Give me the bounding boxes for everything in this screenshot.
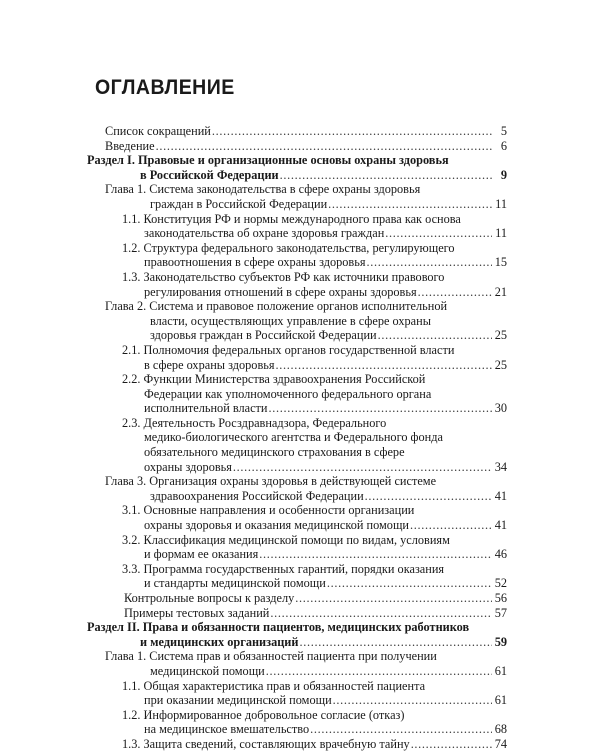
page-number: 34 [494,459,507,474]
dot-leader [310,722,492,737]
toc-entry-text: здоровья граждан в Российской Федерации [150,328,377,343]
toc-entry-text: регулирования отношений в сфере охраны здоровья [144,284,417,299]
dot-leader [333,693,492,708]
page-number: 25 [494,357,507,372]
page-number: 11 [495,196,507,211]
toc-entry-text: 1.2. Информированное добровольное согласие (отказ) [122,707,405,722]
dot-leader [295,591,492,606]
toc-entry [0,708,600,737]
dot-leader [328,197,492,212]
page-number: 61 [494,663,507,678]
toc-entry-text: Контрольные вопросы к разделу [124,591,295,605]
page-number: 41 [494,518,507,533]
toc-entry [0,679,600,708]
toc-entry-text: 3.3. Программа государственных гарантий, порядки оказания [122,561,445,576]
toc-entry-text: и стандарты медицинской помощи [144,576,326,591]
toc-entry [0,591,600,606]
toc-entry [0,270,600,299]
dot-leader [385,226,492,241]
page-number: 15 [494,255,507,270]
toc-entry-text: Федерации как уполномоченного федерального органа [144,386,432,401]
toc-entry [0,503,600,532]
dot-leader [418,285,492,300]
dot-leader [299,635,492,650]
toc-entry-text: 1.3. Защита сведений, составляющих врачебную тайну [122,736,410,751]
page-number: 9 [500,167,507,182]
toc-entry-text: на медицинское вмешательство [144,722,310,737]
page-number: 57 [494,605,507,620]
page-number: 52 [494,576,507,591]
toc-entry-text: 3.2. Классификация медицинской помощи по видам, условиям [122,532,450,547]
toc-entry-text: Примеры тестовых заданий [124,605,270,620]
dot-leader [280,168,492,183]
table-of-contents [0,124,600,752]
toc-entry-text: Глава 1. Система законодательства в сфере охраны здоровья [105,182,421,197]
dot-leader [269,401,492,416]
toc-entry [0,182,600,211]
toc-entry-text: 2.1. Полномочия федеральных органов государственной власти [122,342,455,357]
toc-entry-text: 1.2. Структура федерального законодательства, регулирующего [122,240,455,255]
page-title: ОГЛАВЛЕНИЕ [95,76,235,99]
toc-entry [0,606,600,621]
toc-entry [0,620,600,649]
dot-leader [327,576,492,591]
page-number: 46 [494,547,507,562]
toc-entry-text: и формам ее оказания [144,547,259,562]
dot-leader [366,255,492,270]
toc-entry [0,562,600,591]
page-number: 56 [494,591,507,605]
toc-entry-text: при оказании медицинской помощи [144,693,332,708]
dot-leader [212,124,492,139]
toc-entry-text: Введение [105,138,155,153]
dot-leader [365,489,492,504]
toc-entry [0,212,600,241]
page-number: 59 [494,634,507,649]
toc-entry-text: Глава 2. Система и правовое положение органов исполнительной [105,299,448,314]
dot-leader [276,358,492,373]
toc-entry-text: в Российской Федерации [140,167,279,182]
toc-entry [0,299,600,343]
toc-entry-text: граждан в Российской Федерации [150,196,328,211]
toc-entry [0,343,600,372]
page-number: 21 [494,284,507,299]
toc-entry-text: 3.1. Основные направления и особенности организации [122,503,415,518]
page-number: 5 [500,124,507,138]
toc-entry-text: 2.2. Функции Министерства здравоохранения Российской [122,372,426,387]
page-number: 61 [494,693,507,708]
toc-entry [0,241,600,270]
toc-entry [0,533,600,562]
toc-entry [0,139,600,154]
toc-entry-text: Глава 3. Организация охраны здоровья в действующей системе [105,474,437,489]
page-number: 30 [494,401,507,416]
toc-entry-text: Список сокращений [105,124,211,138]
toc-entry-text: 1.3. Законодательство субъектов РФ как источники правового [122,269,445,284]
toc-entry-text: Раздел II. Права и обязанности пациентов, медицинских работников [87,620,470,635]
toc-entry-text: охраны здоровья [144,459,232,474]
toc-entry [0,737,600,752]
toc-entry-text: здравоохранения Российской Федерации [150,488,364,503]
toc-entry-text: 2.3. Деятельность Росздравнадзора, Федерального [122,415,387,430]
page-number: 6 [500,138,507,153]
toc-entry-text: 1.1. Общая характеристика прав и обязанностей пациента [122,678,426,693]
page-number: 11 [495,226,507,241]
page-number: 74 [494,736,507,751]
dot-leader [233,460,492,475]
toc-entry-text: Глава 1. Система прав и обязанностей пациента при получении [105,649,437,664]
toc-entry-text: правоотношения в сфере охраны здоровья [144,255,366,270]
toc-entry-text: в сфере охраны здоровья [144,357,275,372]
toc-entry-text: обязательного медицинского страхования в сфере [144,445,405,460]
toc-entry-text: медицинской помощи [150,663,265,678]
toc-entry [0,372,600,416]
toc-entry-text: 1.1. Конституция РФ и нормы международного права как основа [122,211,461,226]
toc-entry-text: медико-биологического агентства и Федерального фонда [144,430,443,445]
toc-entry [0,416,600,474]
dot-leader [266,664,492,679]
toc-entry-text: исполнительной власти [144,401,268,416]
dot-leader [270,606,492,621]
toc-entry [0,153,600,182]
toc-entry-text: Раздел I. Правовые и организационные основы охраны здоровья [87,153,449,168]
toc-entry-text: охраны здоровья и оказания медицинской помощи [144,518,409,533]
dot-leader [410,518,492,533]
toc-entry-text: и медицинских организаций [140,634,299,649]
dot-leader [259,547,492,562]
toc-entry-text: законодательства об охране здоровья граждан [144,226,385,241]
toc-entry-text: власти, осуществляющих управление в сфере охраны [150,313,431,328]
dot-leader [156,139,492,154]
page-number: 25 [494,328,507,343]
dot-leader [411,737,492,752]
page-number: 41 [494,488,507,503]
page-number: 68 [494,722,507,737]
dot-leader [378,328,492,343]
toc-entry [0,649,600,678]
toc-entry [0,474,600,503]
toc-entry [0,124,600,139]
